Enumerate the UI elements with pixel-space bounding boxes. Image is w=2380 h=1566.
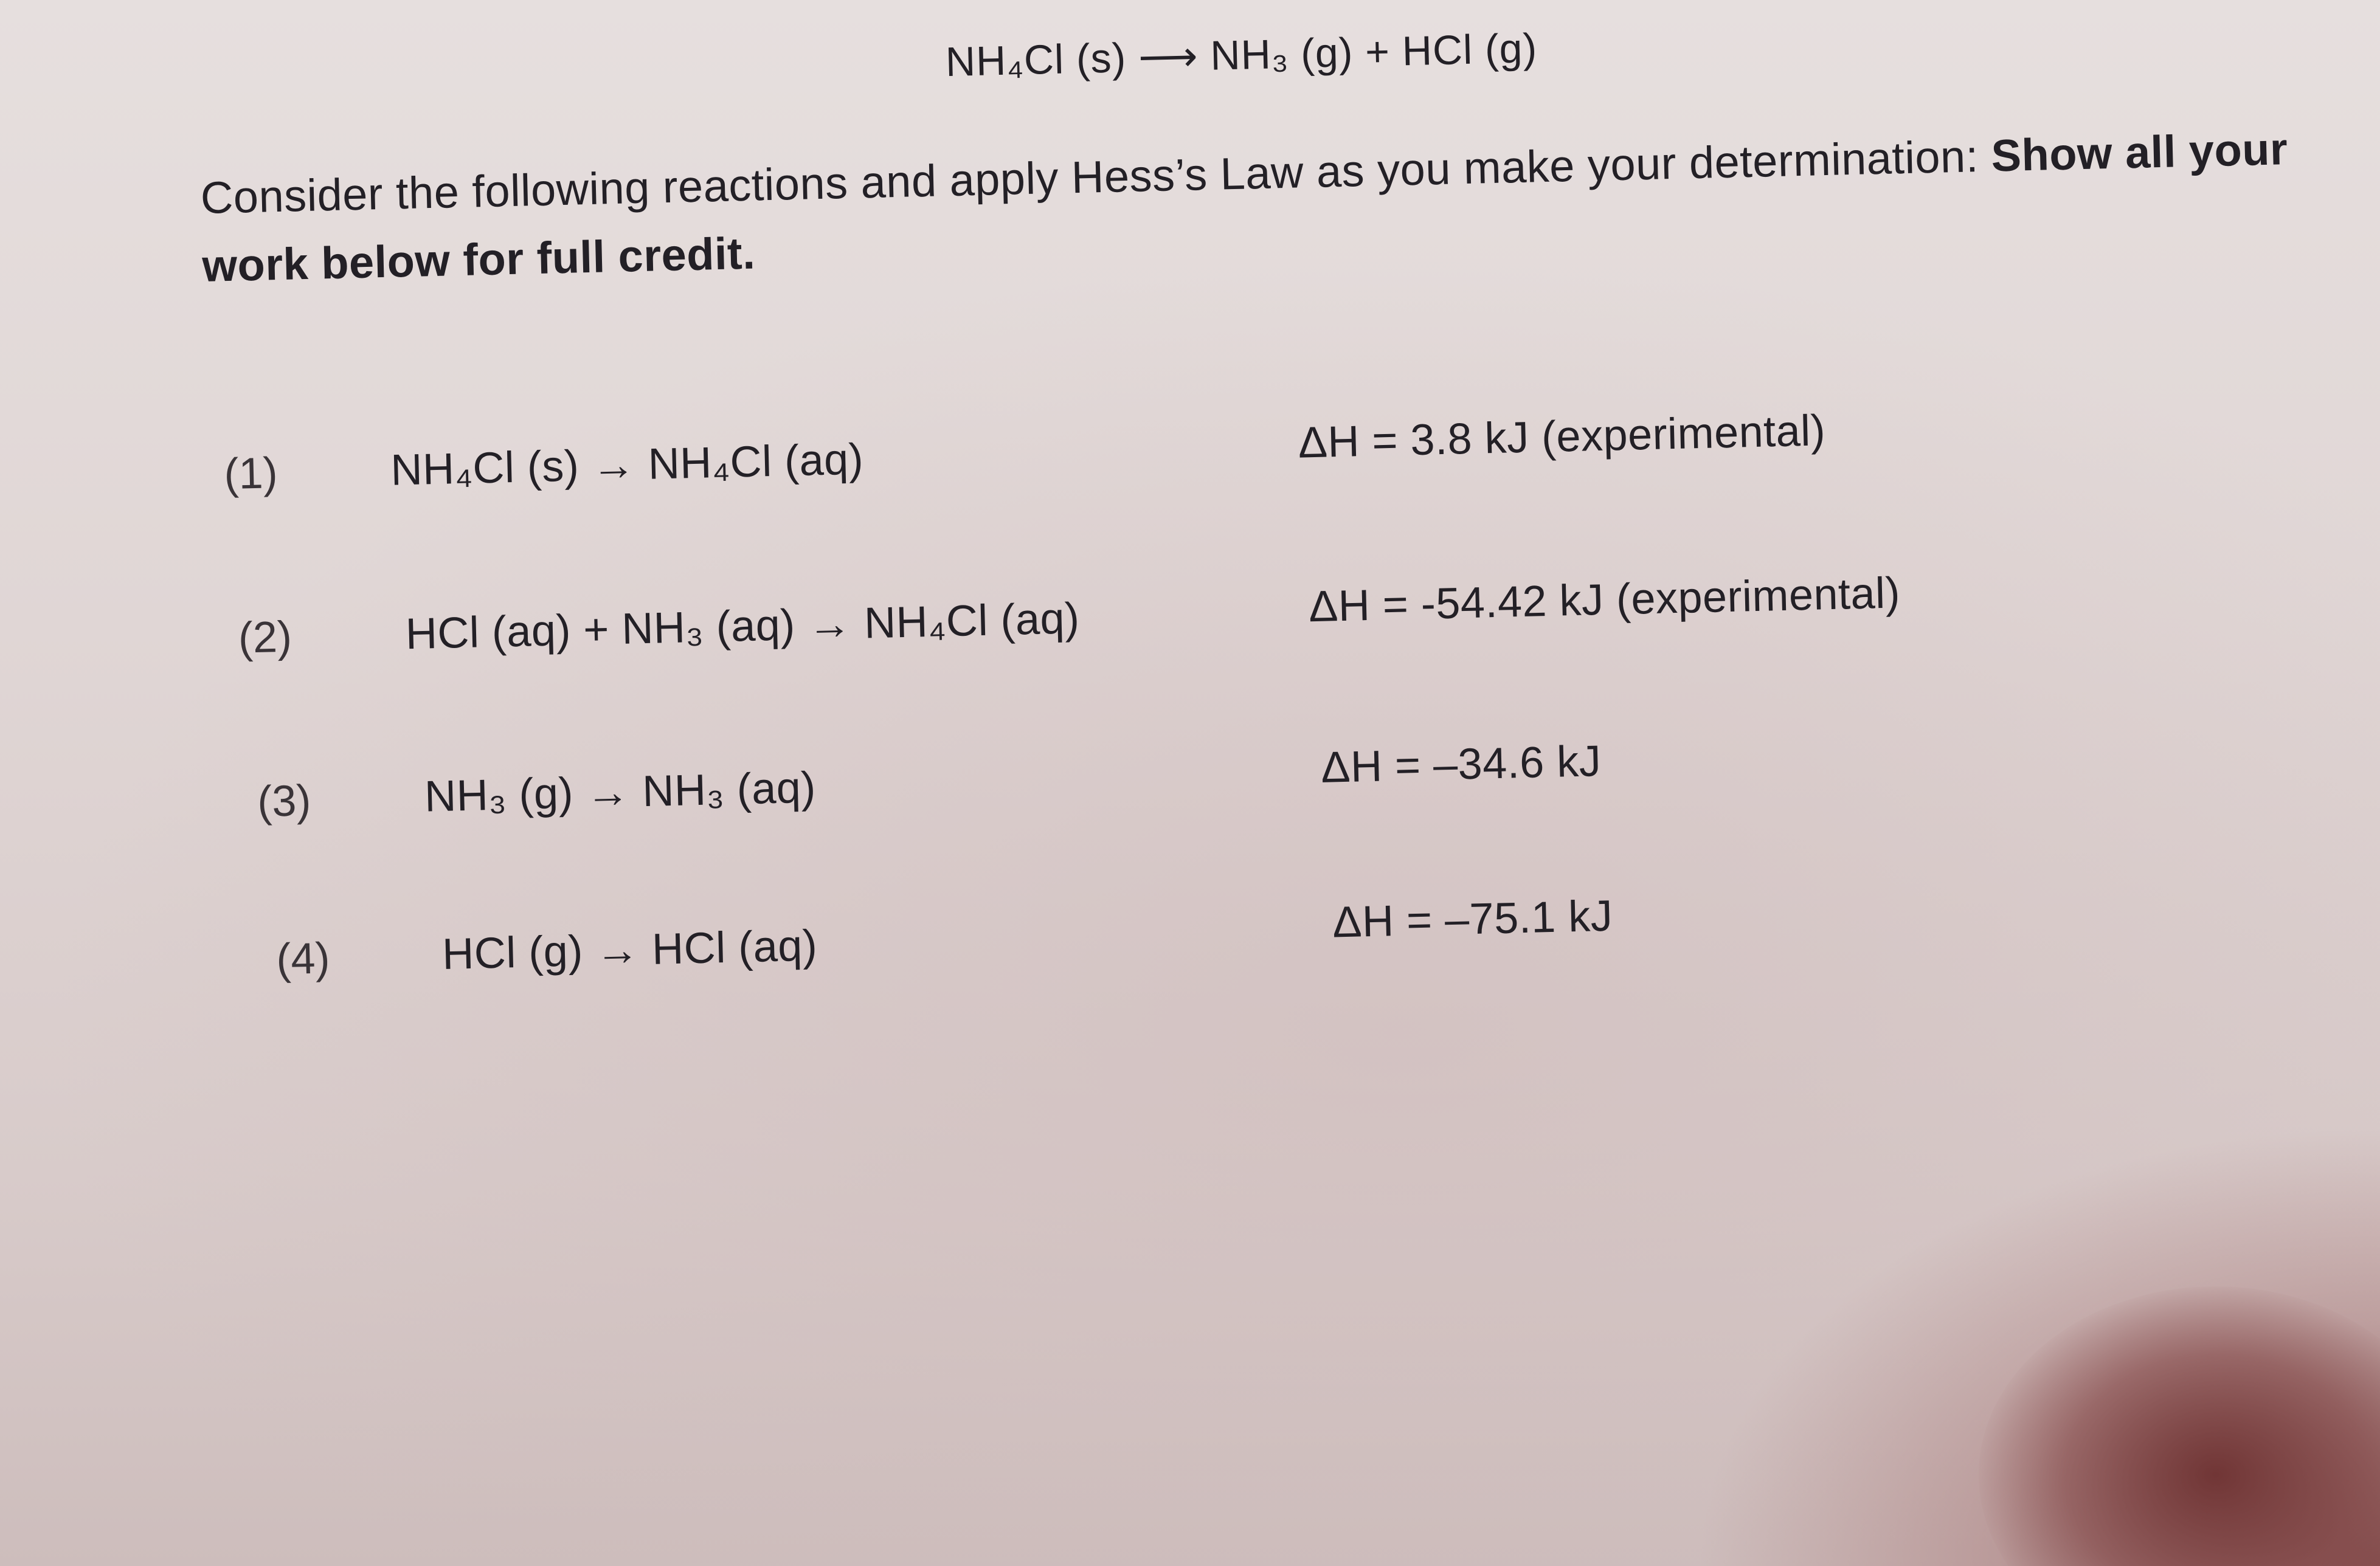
reaction-3-enthalpy: ΔH = –34.6 kJ	[1320, 737, 1602, 792]
reaction-3-number: (3)	[257, 776, 312, 827]
reaction-1-equation: NH₄Cl (s) → NH₄Cl (aq)	[390, 435, 865, 495]
reaction-4-equation: HCl (g) → HCl (aq)	[441, 921, 818, 979]
reaction-4-enthalpy: ΔH = –75.1 kJ	[1332, 891, 1614, 947]
reaction-2-enthalpy: ΔH = -54.42 kJ (experimental)	[1308, 568, 1901, 632]
instructions	[200, 113, 2367, 300]
reaction-1-number: (1)	[223, 449, 278, 499]
reaction-2-number: (2)	[238, 612, 292, 663]
instructions-bold-text: Show all your work below for full credit.	[201, 123, 2289, 291]
overall-reaction: NH₄Cl (s) ⟶ NH₃ (g) + HCl (g)	[945, 25, 1538, 86]
instructions-text: Consider the following reactions and apply Hess’s Law as you make your determination:	[199, 130, 1992, 223]
reaction-3-equation: NH₃ (g) → NH₃ (aq)	[424, 763, 817, 821]
reaction-2-equation: HCl (aq) + NH₃ (aq) → NH₄Cl (aq)	[404, 594, 1081, 659]
reaction-1-enthalpy: ΔH = 3.8 kJ (experimental)	[1297, 406, 1826, 467]
reaction-4-number: (4)	[275, 934, 331, 984]
